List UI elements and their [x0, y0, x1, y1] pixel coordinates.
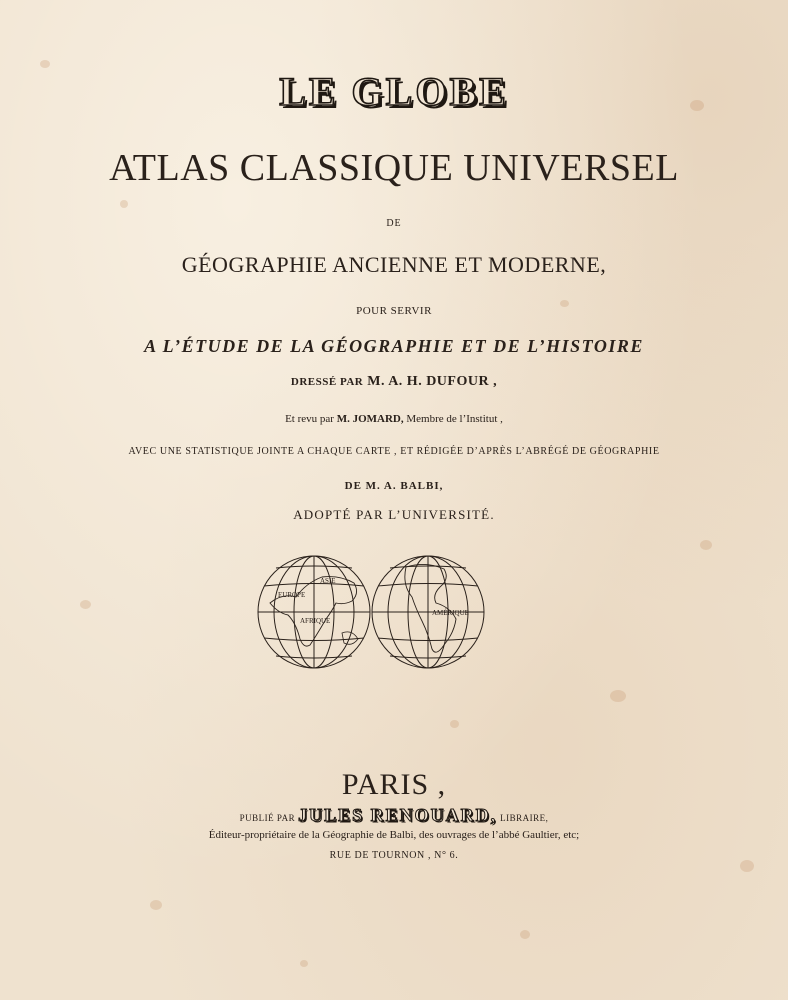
publie-prefix: PUBLIÉ PAR	[239, 813, 296, 823]
connector-de: DE	[386, 218, 402, 229]
foxing-spot	[700, 540, 712, 550]
subtitle: GÉOGRAPHIE ANCIENNE ET MODERNE,	[181, 252, 607, 277]
revu-prefix: Et revu par	[285, 413, 334, 425]
dresse-prefix: DRESSÉ PAR	[290, 376, 364, 388]
balbi-line: DE M. A. BALBI,	[344, 480, 444, 492]
globe-label-afrique: AFRIQUE	[300, 617, 331, 625]
pour-servir: POUR SERVIR	[356, 305, 432, 317]
publisher-suffix: LIBRAIRE,	[500, 813, 549, 823]
world-hemispheres-illustration	[256, 553, 496, 671]
publisher-name: JULES RENOUARD,	[298, 805, 498, 825]
editor-line: Éditeur-propriétaire de la Géographie de Balbi, des ouvrages de l’abbé Gaultier, etc;	[208, 829, 580, 841]
main-title: ATLAS CLASSIQUE UNIVERSEL	[109, 147, 679, 189]
author-name: M. A. H. DUFOUR ,	[367, 374, 498, 389]
globe-label-europe: EUROPE	[278, 591, 306, 599]
foxing-spot	[740, 860, 754, 872]
foxing-spot	[610, 690, 626, 702]
foxing-spot	[450, 720, 459, 728]
purpose-line: A L’ÉTUDE DE LA GÉOGRAPHIE ET DE L’HISTOIRE	[144, 336, 644, 356]
adopted-line: ADOPTÉ PAR L’UNIVERSITÉ.	[293, 507, 495, 522]
foxing-spot	[300, 960, 308, 967]
decorative-title: LE GLOBE	[279, 69, 509, 114]
foxing-spot	[520, 930, 530, 939]
reviewer-suffix: Membre de l’Institut ,	[406, 413, 503, 425]
foxing-spot	[40, 60, 50, 68]
reviewer-name: M. JOMARD,	[336, 413, 404, 425]
city: PARIS ,	[341, 768, 447, 801]
publisher-line	[0, 805, 788, 826]
reviewer-line	[0, 413, 788, 425]
foxing-spot	[80, 600, 91, 609]
statistics-line: AVEC UNE STATISTIQUE JOINTE A CHAQUE CARTE , ET RÉDIGÉE D’APRÈS L’ABRÉGÉ DE GÉOGRAPHIE	[128, 446, 660, 457]
address-line: RUE DE TOURNON , N° 6.	[329, 850, 459, 861]
globe-label-amerique: AMÉRIQUE	[432, 609, 469, 617]
author-line	[0, 374, 788, 390]
globe-label-asie: ASIE	[320, 577, 336, 585]
eastern-hemisphere	[258, 556, 370, 668]
foxing-spot	[120, 200, 128, 208]
foxing-spot	[150, 900, 162, 910]
